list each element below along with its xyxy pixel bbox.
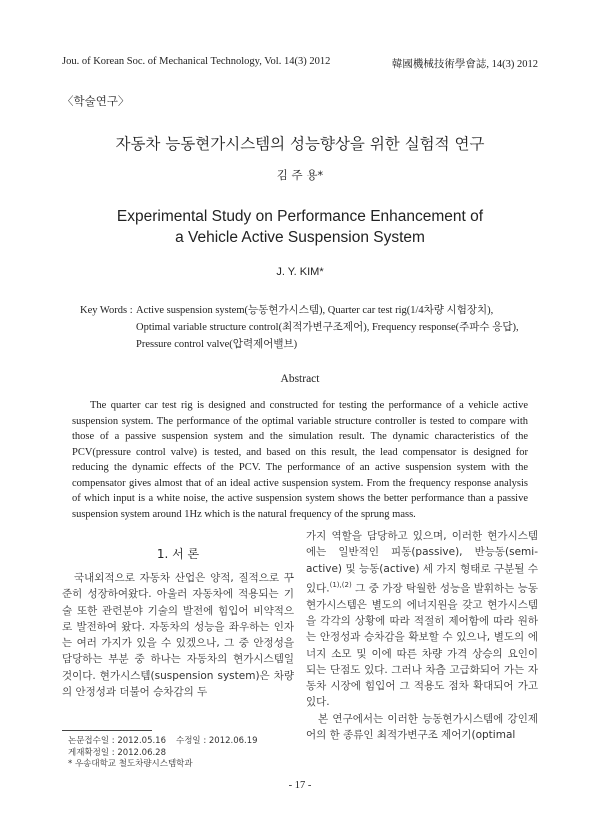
keywords-line-1: Active suspension system(능동현가시스템), Quarter car test rig(1/4차량 시험장치), <box>136 305 494 316</box>
intro-para-text-a: 가지 역할을 담당하고 있으며, 이러한 현가시스템에는 일반적인 피동(passive), 반능동(semi-active) 및 능동(active) 세 가지 형태로 구분될 수 있다. <box>306 530 538 595</box>
title-english <box>0 206 600 248</box>
keywords-line-2: Optimal variable structure control(최적가변구조제어), Frequency response(주파수 응답), <box>136 322 519 333</box>
left-column <box>62 545 294 700</box>
intro-paragraph-2: 본 연구에서는 이러한 능동현가시스템에 강인제어의 한 종류인 최적가변구조 제어기(optimal <box>306 712 538 742</box>
title-korean: 자동차 능동현가시스템의 성능향상을 위한 실험적 연구 <box>115 135 485 153</box>
intro-para-text-b: 그 중 가장 탁월한 성능을 발휘하는 능동현가시스템은 별도의 에너지원을 갖고 현가시스템을 각각의 상황에 따라 적절히 제어함에 따라 원하는 안정성과 승차감을 확보할 수 있으나, 별도의 에너지 소모 및 이에 따른 차량 가격 상승의 요인이 되는 단점도 있다. 그러나 차츰 고급화되어 가는 자동차 시장에 힘입어 그 적용도 점차 확대되어 가고 있다. <box>306 582 538 709</box>
keywords-label: Key Words : <box>80 305 133 316</box>
title-english-line1: Experimental Study on Performance Enhancement of <box>116 208 484 225</box>
keywords-block <box>80 302 519 353</box>
abstract-body: The quarter car test rig is designed and constructed for testing the performance of a vehicle active suspension system. The performance of the optimal variable structure controller is tested to compare with those of a passive suspension system and the simulation result. The dynamic characteristics of the PCV(pressure control valve) is tested, and based on this result, the lead compensator is designed for reducing the dynamic effects of the PCV. The performance of an active suspension system with the compensator gives almost that of an ideal active suspension system. From the frequency response analysis of which input is a white noise, the active suspension system shows the better performance than a passive suspension system around 1Hz which is the natural frequency of the sprung mass. <box>72 400 528 520</box>
journal-header-en: Jou. of Korean Soc. of Mechanical Technology, Vol. 14(3) 2012 <box>62 56 331 67</box>
journal-header-ko: 韓國機械技術學會誌, 14(3) 2012 <box>391 59 538 70</box>
footnote-divider <box>62 730 152 731</box>
title-english-line2: a Vehicle Active Suspension System <box>175 229 425 246</box>
author-korean: 김 주 용* <box>276 168 324 182</box>
right-column <box>306 528 538 743</box>
citation-reference: (1),(2) <box>329 580 352 589</box>
footnotes <box>68 736 258 771</box>
accepted-date: 게재확정일 : 2012.06.28 <box>68 747 166 758</box>
keywords-line-3: Pressure control valve(압력제어밸브) <box>136 339 298 350</box>
intro-paragraph-continued <box>306 528 538 711</box>
revised-date: 수정일 : 2012.06.19 <box>176 736 258 746</box>
author-affiliation: * 우송대학교 철도차량시스템학과 <box>68 759 193 769</box>
article-category: 〈학술연구〉 <box>62 94 130 108</box>
section-heading-introduction: 1. 서 론 <box>156 547 200 561</box>
intro-paragraph-1: 국내외적으로 자동차 산업은 양적, 질적으로 꾸준히 성장하여왔다. 아울러 자동차에 적용되는 기술 또한 관련분야 기술의 발전에 힘입어 비약적으로 발전하여 왔다. 자동차의 성능을 좌우하는 인자는 여러 가지가 있을 수 있겠으나, 그 중 안정성을 담당하는 부분 중 하나는 자동차의 현가시스템일 것이다. 현가시스템(suspension system)은 차량의 안정성과 더불어 승차감의 두 <box>62 572 294 699</box>
page-number: - 17 - <box>288 780 312 791</box>
author-english: J. Y. KIM* <box>276 266 324 278</box>
abstract-heading: Abstract <box>280 373 320 385</box>
received-date: 논문접수일 : 2012.05.16 <box>68 736 166 746</box>
